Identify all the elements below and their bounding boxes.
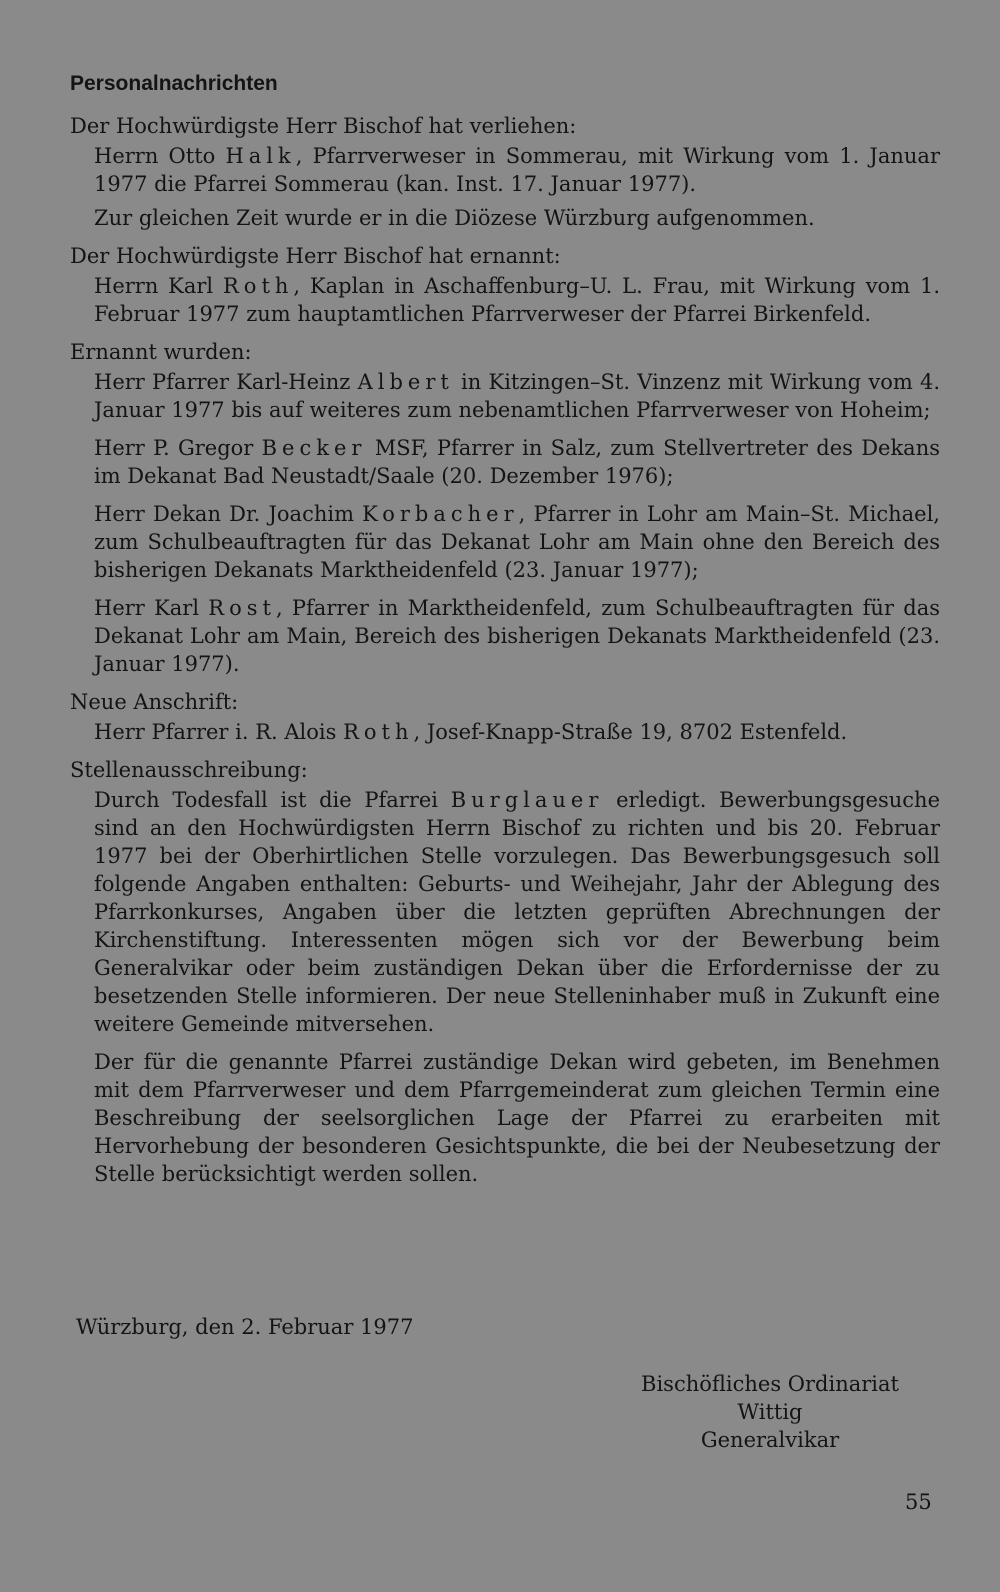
document-body — [70, 72, 940, 1198]
section-heading-verliehen: Der Hochwürdigste Herr Bischof hat verliehen: — [70, 114, 577, 138]
signature-block — [620, 1370, 920, 1454]
person-name: Becker — [261, 436, 367, 460]
notice-korbacher — [70, 500, 940, 584]
place-date: Würzburg, den 2. Februar 1977 — [76, 1315, 414, 1339]
signature-name: Wittig — [737, 1400, 803, 1424]
person-name: Roth — [223, 274, 294, 298]
person-name: Korbacher — [362, 502, 519, 526]
notice-becker — [70, 434, 940, 490]
notice-halk-addendum: Zur gleichen Zeit wurde er in die Diözese Würzburg aufgenommen. — [94, 206, 815, 230]
notice-text: Herrn Karl — [94, 274, 223, 298]
notice-text: Herr Dekan Dr. Joachim — [94, 502, 363, 526]
notice-halk — [70, 142, 940, 198]
notice-text: MSF, Pfarrer in Salz, zum Stellvertreter des Dekans im Dekanat Bad Neustadt/Saale (20. Dezember 1976); — [94, 436, 941, 488]
notice-text: Durch Todesfall ist die Pfarrei — [94, 788, 451, 812]
notice-text: , Pfarrverweser in Sommerau, mit Wirkung vom 1. Januar 1977 die Pfarrei Sommerau (kan. Inst. 17. Januar 1977). — [94, 144, 940, 196]
section-heading-stellenausschreibung: Stellenausschreibung: — [70, 758, 308, 782]
section-heading-ernannt: Der Hochwürdigste Herr Bischof hat ernannt: — [70, 244, 561, 268]
section-heading-ernannt-wurden: Ernannt wurden: — [70, 340, 252, 364]
notice-text: , Pfarrer in Marktheidenfeld, zum Schulbeauftragten für das Dekanat Lohr am Main, Bereich des bisherigen Dekanats Marktheidenfeld (23. Januar 1977). — [94, 596, 940, 676]
signature-title: Generalvikar — [700, 1428, 840, 1452]
section-heading-anschrift: Neue Anschrift: — [70, 690, 239, 714]
notice-text: Herr Pfarrer Karl-Heinz — [94, 370, 358, 394]
notice-text: , Josef-Knapp-Straße 19, 8702 Estenfeld. — [413, 720, 848, 744]
notice-burglauer — [70, 786, 940, 1038]
notice-text: Herr P. Gregor — [94, 436, 262, 460]
notice-text: in Kitzingen–St. Vinzenz mit Wirkung vom 4. Januar 1977 bis auf weiteres zum nebenamtlichen Pfarrverweser von Hoheim; — [94, 370, 941, 422]
notice-text: Herr Karl — [94, 596, 209, 620]
notice-text: , Pfarrer in Lohr am Main–St. Michael, zum Schulbeauftragten für das Dekanat Lohr am Main ohne den Bereich des bisherigen Dekanats Marktheidenfeld (23. Januar 1977); — [94, 502, 940, 582]
notice-roth-alois — [70, 718, 940, 746]
notice-dekan-request: Der für die genannte Pfarrei zuständige Dekan wird gebeten, im Benehmen mit dem Pfarrverweser und dem Pfarrgemeinderat zum gleichen Termin eine Beschreibung der seelsorglichen Lage der Pfarrei zu erarbeiten mit Hervorhebung der besonderen Gesichtspunkte, die bei der Neubesetzung der Stelle berücksichtigt werden sollen. — [94, 1050, 940, 1186]
notice-text: Herr Pfarrer i. R. Alois — [94, 720, 344, 744]
page-number: 55 — [905, 1490, 932, 1514]
person-name: Halk — [225, 144, 296, 168]
notice-text: Herrn Otto — [94, 144, 226, 168]
parish-name: Burglauer — [450, 788, 604, 812]
person-name: Rost — [208, 596, 276, 620]
notice-roth-karl — [70, 272, 940, 328]
notice-text: erledigt. Bewerbungsgesuche sind an den Hochwürdigsten Herrn Bischof zu richten und bis 20. Februar 1977 bei der Oberhirtlichen Stelle vorzulegen. Das Bewerbungsgesuch soll folgende Angaben enthalten: Geburts- und Weihejahr, Jahr der Ablegung des Pfarrkonkurses, Angaben über die letzten geprüften Abrechnungen der Kirchenstiftung. Interessenten mögen sich vor der Bewerbung beim Generalvikar oder beim zuständigen Dekan über die Erfordernisse der zu besetzenden Stelle informieren. Der neue Stelleninhaber muß in Zukunft eine weitere Gemeinde mitversehen. — [94, 788, 941, 1036]
notice-text: , Kaplan in Aschaffenburg–U. L. Frau, mit Wirkung vom 1. Februar 1977 zum hauptamtlichen Pfarrverweser der Pfarrei Birkenfeld. — [94, 274, 940, 326]
notice-rost — [70, 594, 940, 678]
signature-office: Bischöfliches Ordinariat — [641, 1372, 899, 1396]
person-name: Albert — [357, 370, 454, 394]
notice-albert — [70, 368, 940, 424]
page-title: Personalnachrichten — [70, 72, 278, 95]
person-name: Roth — [343, 720, 414, 744]
